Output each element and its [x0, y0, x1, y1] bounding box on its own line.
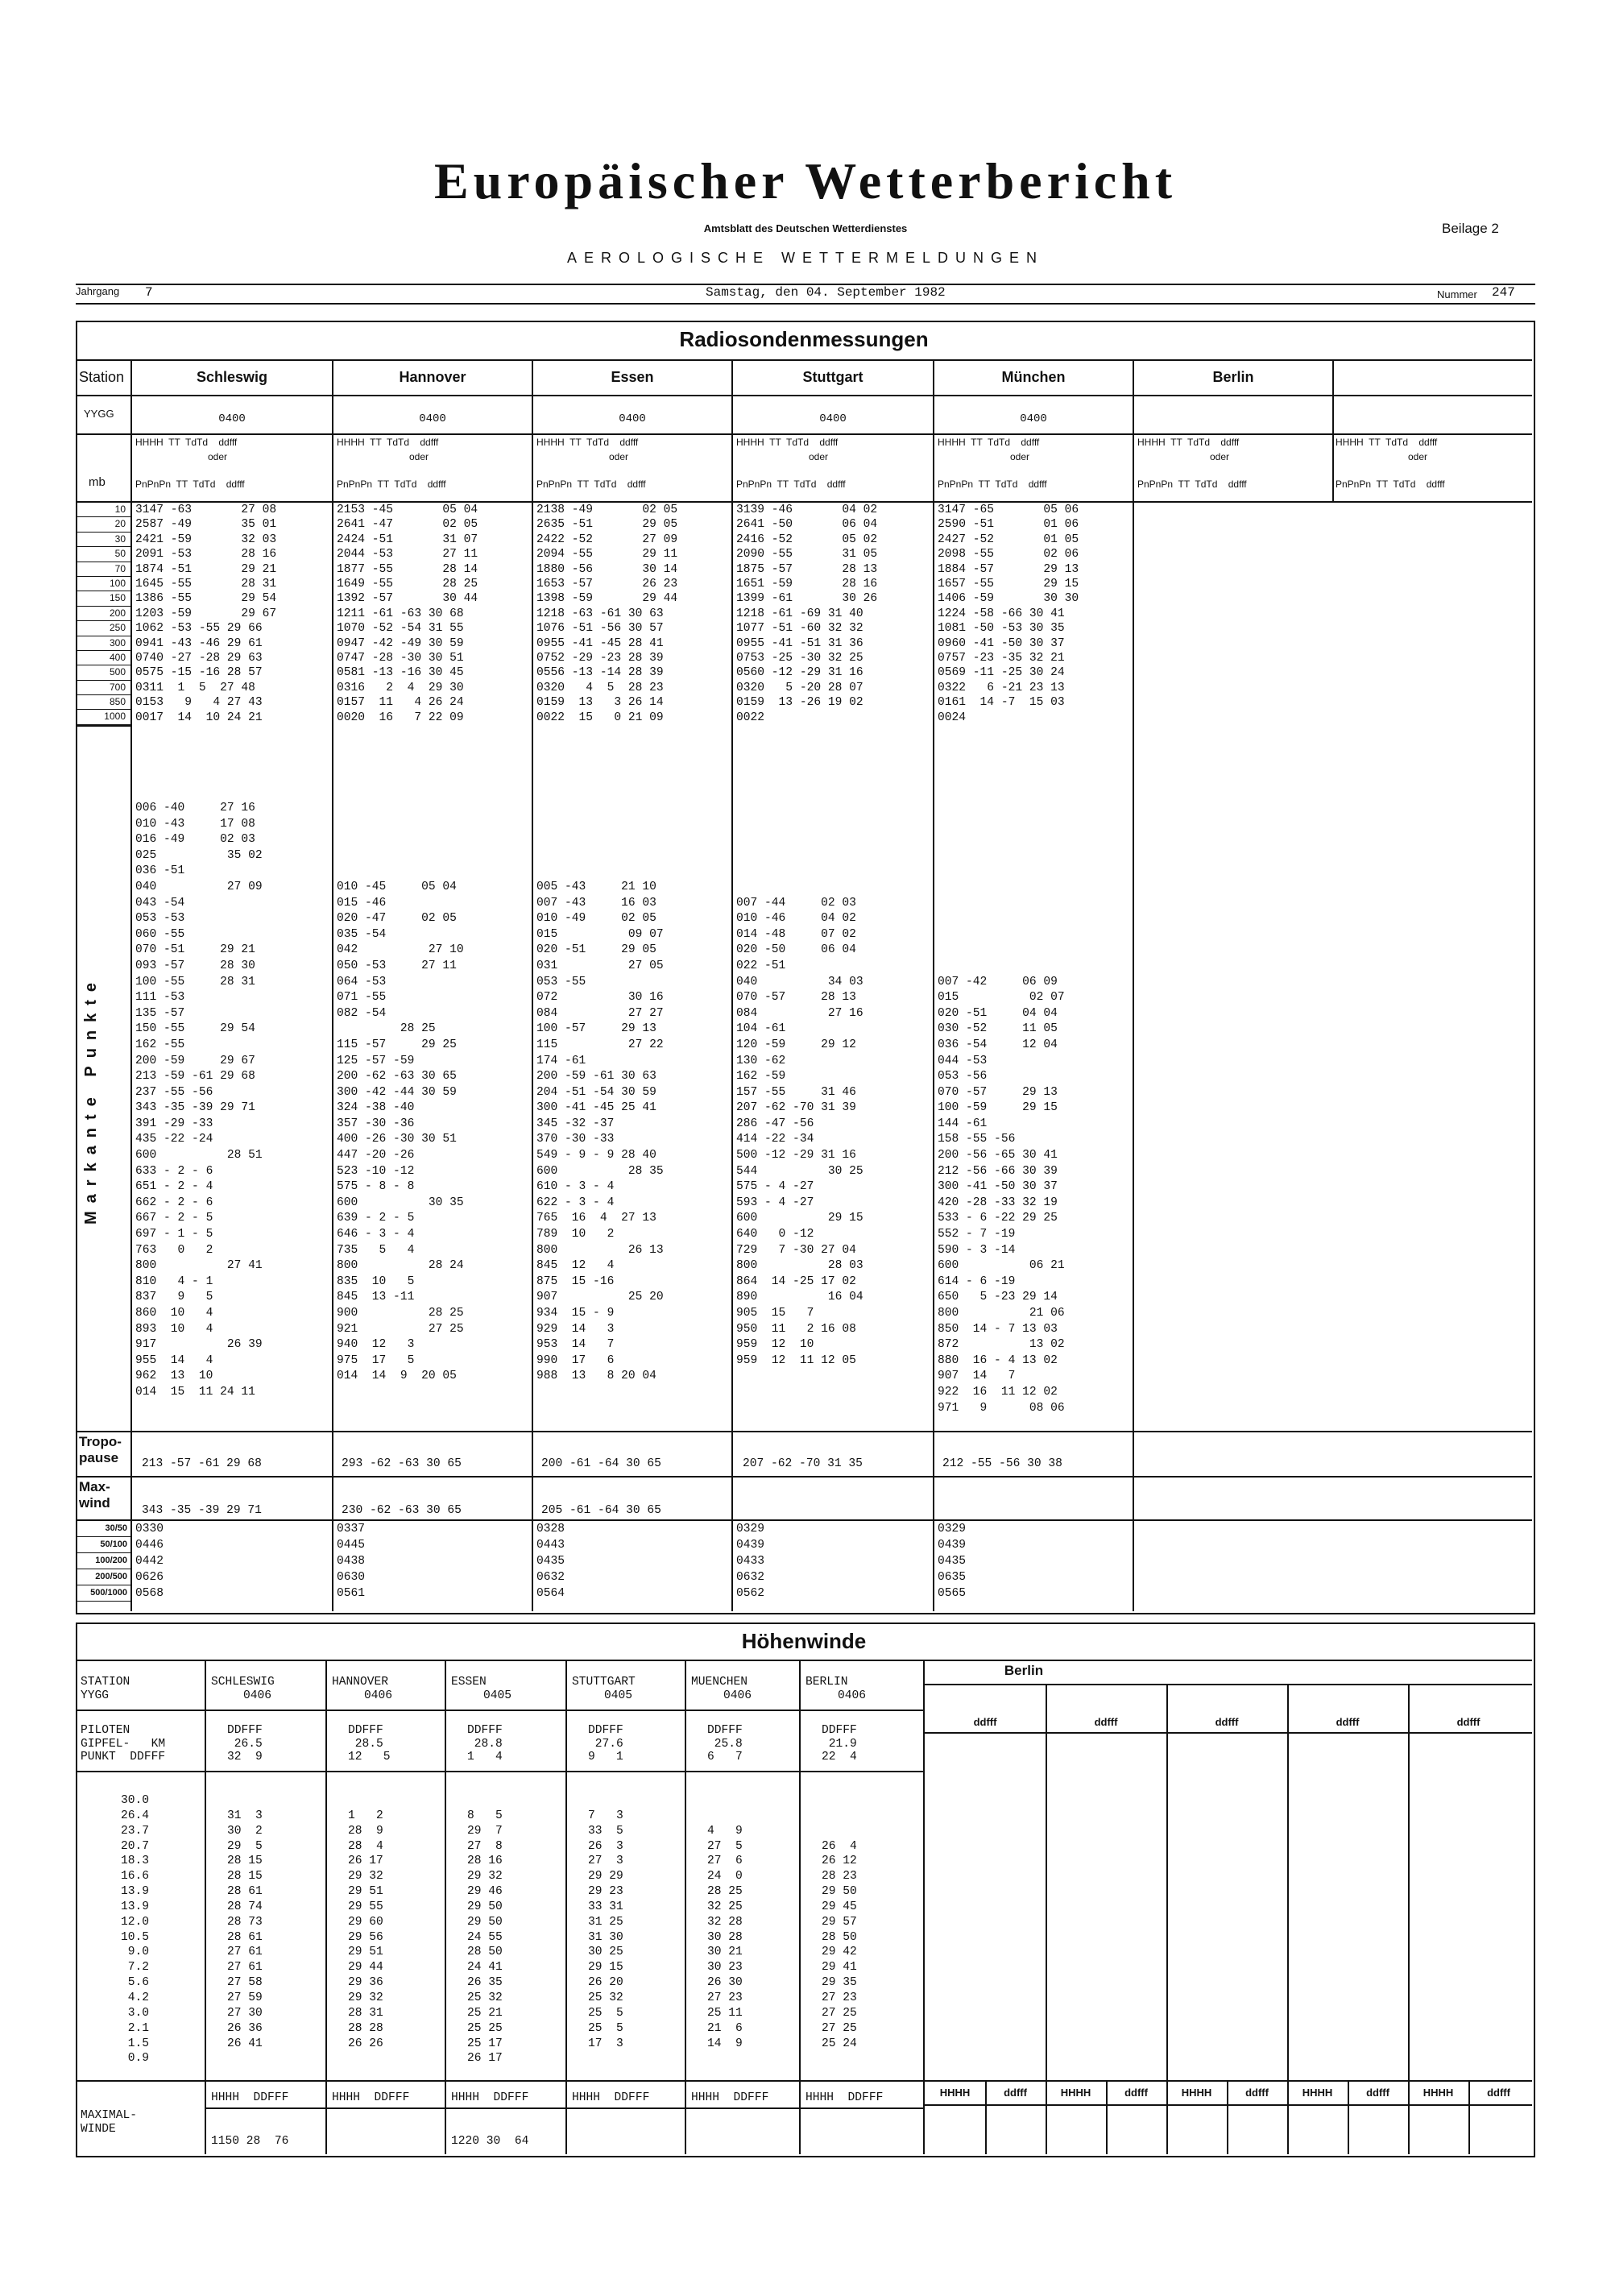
hw-station-name: STUTTGART	[572, 1676, 636, 1689]
tropopause-label: Tropo- pause	[79, 1434, 122, 1465]
nummer-value: 247	[1492, 285, 1515, 300]
subheader-oder: oder	[609, 451, 629, 462]
hw-pilot-value: DDFFF 26.5 32 9	[227, 1724, 263, 1763]
rule	[445, 1661, 446, 2154]
hw-right-bottom-head: ddfff	[1366, 2087, 1389, 2099]
hw-station-yygg: 0406	[838, 1689, 867, 1702]
newspaper-title: Europäischer Wetterbericht	[433, 152, 1178, 209]
hw-wind-column: 8 5 29 7 27 8 28 16 29 32 29 46 29 50 29 50 24 55 28 50 24 41 26 35 25 32 25 21 25 25 25 17 26 17	[467, 1809, 503, 2066]
yygg-schleswig: 0400	[218, 412, 246, 425]
maxwind-essen: 205 -61 -64 30 65	[541, 1504, 661, 1517]
schleswig-levels: 3147 -63 27 08 2587 -49 35 01 2421 -59 32 03 2091 -53 28 16 1874 -51 29 21 1645 -55 28 31 1386 -55 29 54 1203 -59 29 67 1062 -53 -55 29 66 0941 -43 -46 29 61 0740 -27 -28 29 63 0575 -15 -16 28 57 0311 1 5 27 48 0153 9 4 27 43 0017 14 10 24 21	[135, 504, 277, 724]
layer-label: 200/500	[77, 1569, 130, 1585]
subheader-top: HHHH TT TdTd ddfff	[736, 437, 839, 448]
tropo-schleswig: 213 -57 -61 29 68	[142, 1457, 262, 1470]
hw-station-name: HANNOVER	[332, 1676, 389, 1689]
tropo-essen: 200 -61 -64 30 65	[541, 1457, 661, 1470]
hw-berlin-title: Berlin	[1004, 1663, 1044, 1678]
hw-right-bottom-head: ddfff	[1245, 2087, 1269, 2099]
station-hannover: Hannover	[399, 369, 466, 385]
subheader-oder: oder	[1210, 451, 1230, 462]
issue-date: Samstag, den 04. September 1982	[706, 285, 946, 300]
jahrgang-label: Jahrgang	[76, 285, 120, 297]
hw-wind-column: 26 4 26 12 28 23 29 50 29 45 29 57 28 50 29 42 29 41 29 35 27 23 27 25 27 25 25 24	[822, 1839, 857, 2050]
hw-maxwind-head: HHHH DDFFF	[572, 2091, 650, 2104]
hw-wind-column: 31 3 30 2 29 5 28 15 28 15 28 61 28 74 28 73 28 61 27 61 27 61 27 58 27 59 27 30 26 36 26 41	[227, 1809, 263, 2050]
rule	[76, 725, 130, 727]
rule	[1106, 2080, 1108, 2154]
rule	[933, 359, 934, 1611]
rule	[76, 1519, 1532, 1521]
rule	[1287, 1684, 1289, 2154]
yygg-hannover: 0400	[419, 412, 446, 425]
rule	[731, 359, 733, 1611]
hw-pilot-value: DDFFF 28.8 1 4	[467, 1724, 503, 1763]
subheader-bottom: PnPnPn TT TdTd ddfff	[1137, 479, 1247, 490]
rule	[205, 1661, 206, 2154]
hw-wind-column: 7 3 33 5 26 3 27 3 29 29 29 23 33 31 31 25 31 30 30 25 29 15 26 20 25 32 25 5 25 5 17 3	[588, 1809, 623, 2050]
hw-pilot-value: DDFFF 25.8 6 7	[707, 1724, 743, 1763]
rule	[799, 1661, 801, 2154]
hw-station-name: MUENCHEN	[691, 1676, 748, 1689]
mb-level: 20	[77, 517, 130, 532]
rule	[1166, 1684, 1168, 2154]
rule	[1227, 2080, 1228, 2154]
mb-level: 250	[77, 621, 130, 636]
rule	[325, 1661, 327, 2154]
beilage-label: Beilage 2	[1442, 221, 1499, 236]
rule	[332, 359, 333, 1611]
station-muenchen: München	[1001, 369, 1066, 385]
hw-pilot-value: DDFFF 28.5 12 5	[348, 1724, 391, 1763]
mb-level: 50	[77, 547, 130, 562]
subheader-top: HHHH TT TdTd ddfff	[1137, 437, 1240, 448]
layers-stuttgart: 0329 0439 0433 0632 0562	[736, 1523, 765, 1600]
station-essen: Essen	[611, 369, 654, 385]
mb-level: 70	[77, 562, 130, 577]
station-stuttgart: Stuttgart	[802, 369, 863, 385]
subtitle: Amtsblatt des Deutschen Wetterdienstes	[703, 222, 908, 234]
rule	[205, 2107, 923, 2109]
hw-right-bottom-head: HHHH	[939, 2087, 971, 2099]
hw-maxwinde-label: MAXIMAL- WINDE	[81, 2109, 138, 2136]
essen-markante: 005 -43 21 10 007 -43 16 03 010 -49 02 05 015 09 07 020 -51 29 05 031 27 05 053 -55 072 30 16 084 27 27 100 -57 29 13 115 27 22 174 -61 200 -59 -61 30 63 204 -51 -54 30 59 300 -41 -45 25 41 345 -32 -37 370 -30 -33 549 - 9 - 9 28 40 600 28 35 610 - 3 - 4 622 - 3 - 4 765 16 4 27 13 789 10 2 800 26 13 845 12 4 875 15 -16 907 25 20 934 15 - 9 929 14 3 953 14 7 990 17 6 988 13 8 20 04	[536, 880, 664, 1383]
rule	[923, 1732, 1532, 1734]
hw-station-yygg: 0405	[483, 1689, 512, 1702]
mb-level: 850	[77, 695, 130, 710]
mb-level: 1000	[77, 710, 130, 724]
rule	[1468, 2080, 1470, 2154]
layers-essen: 0328 0443 0435 0632 0564	[536, 1523, 565, 1600]
layers-hannover: 0337 0445 0438 0630 0561	[337, 1523, 366, 1600]
muenchen-markante: 007 -42 06 09 015 02 07 020 -51 04 04 030 -52 11 05 036 -54 12 04 044 -53 053 -56 070 -57 29 13 100 -59 29 15 144 -61 158 -55 -56 200 -56 -65 30 41 212 -56 -66 30 39 300 -41 -50 30 37 420 -28 -33 32 19 533 - 6 -22 29 25 552 - 7 -19 590 - 3 -14 600 06 21 614 - 6 -19 650 5 -23 29 14 800 21 06 850 14 - 7 13 03 872 13 02 880 16 - 4 13 02 907 14 7 922 16 11 12 02 971 9 08 06	[938, 975, 1065, 1415]
yygg-muenchen: 0400	[1020, 412, 1047, 425]
rule	[76, 395, 1532, 396]
rule	[1046, 1684, 1047, 2154]
hw-right-bottom-head: ddfff	[1487, 2087, 1510, 2099]
hw-station-name: BERLIN	[806, 1676, 848, 1689]
tropo-muenchen: 212 -55 -56 30 38	[942, 1457, 1062, 1470]
hw-maxwind-head: HHHH DDFFF	[806, 2091, 884, 2104]
hw-heights: 30.0 26.4 23.7 20.7 18.3 16.6 13.9 13.9 12.0 10.5 9.0 7.2 5.6 4.2 3.0 2.1 1.5 0.9	[121, 1794, 150, 2066]
rule	[565, 1661, 567, 2154]
mb-level: 200	[77, 607, 130, 621]
hw-wind-column: 1 2 28 9 28 4 26 17 29 32 29 51 29 55 29 60 29 56 29 51 29 44 29 36 29 32 28 31 28 28 26 26	[348, 1809, 383, 2050]
header-rule-top	[76, 284, 1535, 285]
subheader-bottom: PnPnPn TT TdTd ddfff	[135, 479, 245, 490]
hw-ddfff-head: ddfff	[1336, 1716, 1360, 1728]
layer-labels	[77, 1521, 130, 1602]
hannover-markante: 010 -45 05 04 015 -46 020 -47 02 05 035 -54 042 27 10 050 -53 27 11 064 -53 071 -55 082 -54 28 25 115 -57 29 25 125 -57 -59 200 -62 -63 30 65 300 -42 -44 30 59 324 -38 -40 357 -30 -36 400 -26 -30 30 51 447 -20 -26 523 -10 -12 575 - 8 - 8 600 30 35 639 - 2 - 5 646 - 3 - 4 735 5 4 800 28 24 835 10 5 845 13 -11 900 28 25 921 27 25 940 12 3 975 17 5 014 14 9 20 05	[337, 880, 464, 1383]
rule	[685, 1661, 686, 2154]
hw-ddfff-head: ddfff	[1456, 1716, 1481, 1728]
hw-pilot-value: DDFFF 27.6 9 1	[588, 1724, 623, 1763]
rule	[1408, 1684, 1410, 2154]
hw-maxwind-head: HHHH DDFFF	[691, 2091, 769, 2104]
hw-station-name: SCHLESWIG	[211, 1676, 275, 1689]
markante-label: Markante Punkte	[82, 974, 100, 1225]
hw-right-bottom-head: HHHH	[1181, 2087, 1212, 2099]
subheader-top: HHHH TT TdTd ddfff	[938, 437, 1040, 448]
essen-levels: 2138 -49 02 05 2635 -51 29 05 2422 -52 27 09 2094 -55 29 11 1880 -56 30 14 1653 -57 26 23 1398 -59 29 44 1218 -63 -61 30 63 1076 -51 -56 30 57 0955 -41 -45 28 41 0752 -29 -23 28 39 0556 -13 -14 28 39 0320 4 5 28 23 0159 13 3 26 14 0022 15 0 21 09	[536, 504, 678, 724]
hoehenwinde-title: Höhenwinde	[741, 1629, 867, 1653]
hw-wind-column: 4 9 27 5 27 6 24 0 28 25 32 25 32 28 30 28 30 21 30 23 26 30 27 23 25 11 21 6 14 9	[707, 1824, 743, 2050]
hw-maxwind-head: HHHH DDFFF	[211, 2091, 289, 2104]
subheader-oder: oder	[809, 451, 829, 462]
subheader-top: HHHH TT TdTd ddfff	[1336, 437, 1438, 448]
hw-maxwind-value: 1150 28 76	[211, 2135, 289, 2148]
hw-station-yygg: 0405	[604, 1689, 633, 1702]
hw-maxwind-head: HHHH DDFFF	[451, 2091, 529, 2104]
tropo-hannover: 293 -62 -63 30 65	[342, 1457, 462, 1470]
subheader-top: HHHH TT TdTd ddfff	[536, 437, 639, 448]
mb-level: 700	[77, 681, 130, 695]
hw-right-bottom-head: HHHH	[1060, 2087, 1091, 2099]
rule	[76, 2080, 1532, 2082]
hw-maxwind-value: 1220 30 64	[451, 2135, 529, 2148]
nummer-label: Nummer	[1437, 288, 1477, 300]
maxwind-label: Max- wind	[79, 1479, 110, 1511]
rule	[76, 1660, 1532, 1661]
rule	[76, 1431, 1532, 1432]
subheader-top: HHHH TT TdTd ddfff	[135, 437, 238, 448]
hw-ddfff-head: ddfff	[973, 1716, 997, 1728]
yygg-label: YYGG	[84, 408, 114, 420]
section-heading: AEROLOGISCHE WETTERMELDUNGEN	[566, 250, 1045, 266]
station-schleswig: Schleswig	[196, 369, 268, 385]
mb-level: 30	[77, 533, 130, 547]
stuttgart-levels: 3139 -46 04 02 2641 -50 06 04 2416 -52 05 02 2090 -55 31 05 1875 -57 28 13 1651 -59 28 16 1399 -61 30 26 1218 -61 -69 31 40 1077 -51 -60 32 32 0955 -41 -51 31 36 0753 -25 -30 32 25 0560 -12 -29 31 16 0320 5 -20 28 07 0159 13 -26 19 02 0022	[736, 504, 878, 724]
hw-station-name: ESSEN	[451, 1676, 487, 1689]
layer-label: 500/1000	[77, 1585, 130, 1602]
rule	[76, 1771, 923, 1772]
muenchen-levels: 3147 -65 05 06 2590 -51 01 06 2427 -52 01 05 2098 -55 02 06 1884 -57 29 13 1657 -55 29 15 1406 -59 30 30 1224 -58 -66 30 41 1081 -50 -53 30 35 0960 -41 -50 30 37 0757 -23 -35 32 21 0569 -11 -25 30 24 0322 6 -21 23 13 0161 14 -7 15 03 0024	[938, 504, 1079, 724]
rule	[76, 1476, 1532, 1477]
subheader-top: HHHH TT TdTd ddfff	[337, 437, 439, 448]
subheader-oder: oder	[208, 451, 228, 462]
hoehenwinde-frame	[76, 1623, 1535, 2157]
rule	[923, 1684, 1532, 1685]
subheader-oder: oder	[1010, 451, 1030, 462]
hw-pilot-value: DDFFF 21.9 22 4	[822, 1724, 857, 1763]
station-label: Station	[79, 369, 125, 385]
hw-right-bottom-head: ddfff	[1124, 2087, 1148, 2099]
yygg-stuttgart: 0400	[819, 412, 847, 425]
hw-maxwind-head: HHHH DDFFF	[332, 2091, 410, 2104]
hw-station-yygg: 0406	[723, 1689, 752, 1702]
layer-label: 100/200	[77, 1553, 130, 1569]
rule	[76, 433, 1532, 435]
maxwind-hannover: 230 -62 -63 30 65	[342, 1504, 462, 1517]
mb-level: 10	[77, 503, 130, 517]
mb-level: 400	[77, 651, 130, 665]
maxwind-schleswig: 343 -35 -39 29 71	[142, 1504, 262, 1517]
rule	[76, 359, 1532, 361]
yygg-essen: 0400	[619, 412, 646, 425]
mb-level: 300	[77, 636, 130, 651]
layers-muenchen: 0329 0439 0435 0635 0565	[938, 1523, 967, 1600]
hw-station-label: STATION YYGG	[81, 1676, 130, 1702]
hw-right-bottom-head: HHHH	[1302, 2087, 1333, 2099]
mb-level: 100	[77, 577, 130, 591]
hw-station-yygg: 0406	[243, 1689, 272, 1702]
layer-label: 50/100	[77, 1537, 130, 1553]
subheader-bottom: PnPnPn TT TdTd ddfff	[736, 479, 846, 490]
hw-right-bottom-head: HHHH	[1423, 2087, 1454, 2099]
jahrgang-value: 7	[145, 285, 153, 300]
hw-station-yygg: 0406	[364, 1689, 393, 1702]
subheader-oder: oder	[1408, 451, 1428, 462]
rule	[1348, 2080, 1349, 2154]
subheader-bottom: PnPnPn TT TdTd ddfff	[337, 479, 446, 490]
rule	[76, 1710, 923, 1711]
rule	[985, 2080, 987, 2154]
subheader-bottom: PnPnPn TT TdTd ddfff	[1336, 479, 1445, 490]
subheader-bottom: PnPnPn TT TdTd ddfff	[938, 479, 1047, 490]
mb-label: mb	[89, 475, 106, 489]
radiosonde-title: Radiosondenmessungen	[679, 327, 929, 351]
hw-ddfff-head: ddfff	[1215, 1716, 1239, 1728]
rule	[1332, 359, 1334, 501]
hannover-levels: 2153 -45 05 04 2641 -47 02 05 2424 -51 31 07 2044 -53 27 11 1877 -55 28 14 1649 -55 28 25 1392 -57 30 44 1211 -61 -63 30 68 1070 -52 -54 31 55 0947 -42 -49 30 59 0747 -28 -30 30 51 0581 -13 -16 30 45 0316 2 4 29 30 0157 11 4 26 24 0020 16 7 22 09	[337, 504, 478, 724]
mb-level: 150	[77, 591, 130, 606]
stuttgart-markante: 007 -44 02 03 010 -46 04 02 014 -48 07 02 020 -50 06 04 022 -51 040 34 03 070 -57 28 13 084 27 16 104 -61 120 -59 29 12 130 -62 162 -59 157 -55 31 46 207 -62 -70 31 39 286 -47 -56 414 -22 -34 500 -12 -29 31 16 544 30 25 575 - 4 -27 593 - 4 -27 600 29 15 640 0 -12 729 7 -30 27 04 800 28 03 864 14 -25 17 02 890 16 04 905 15 7 950 11 2 16 08 959 12 10 959 12 11 12 05	[736, 896, 863, 1367]
subheader-bottom: PnPnPn TT TdTd ddfff	[536, 479, 646, 490]
hw-pilot-label: PILOTEN GIPFEL- KM PUNKT DDFFF	[81, 1724, 166, 1763]
mb-level-list	[77, 503, 130, 725]
subheader-oder: oder	[409, 451, 429, 462]
tropo-stuttgart: 207 -62 -70 31 35	[743, 1457, 863, 1470]
hw-right-bottom-head: ddfff	[1004, 2087, 1027, 2099]
layer-label: 30/50	[77, 1521, 130, 1537]
header-rule-bottom	[76, 303, 1535, 305]
rule	[532, 359, 533, 1611]
hw-ddfff-head: ddfff	[1094, 1716, 1118, 1728]
station-berlin: Berlin	[1212, 369, 1254, 385]
layers-schleswig: 0330 0446 0442 0626 0568	[135, 1523, 164, 1600]
rule	[923, 1661, 925, 2154]
rule	[1133, 359, 1134, 1611]
rule	[130, 359, 132, 1611]
schleswig-markante: 006 -40 27 16 010 -43 17 08 016 -49 02 03 025 35 02 036 -51 040 27 09 043 -54 053 -53 060 -55 070 -51 29 21 093 -57 28 30 100 -55 28 31 111 -53 135 -57 150 -55 29 54 162 -55 200 -59 29 67 213 -59 -61 29 68 237 -55 -56 343 -35 -39 29 71 391 -29 -33 435 -22 -24 600 28 51 633 - 2 - 6 651 - 2 - 4 662 - 2 - 6 667 - 2 - 5 697 - 1 - 5 763 0 2 800 27 41 810 4 - 1 837 9 5 860 10 4 893 10 4 917 26 39 955 14 4 962 13 10 014 15 11 24 11	[135, 802, 263, 1399]
rule	[923, 2104, 1532, 2106]
mb-level: 500	[77, 665, 130, 680]
